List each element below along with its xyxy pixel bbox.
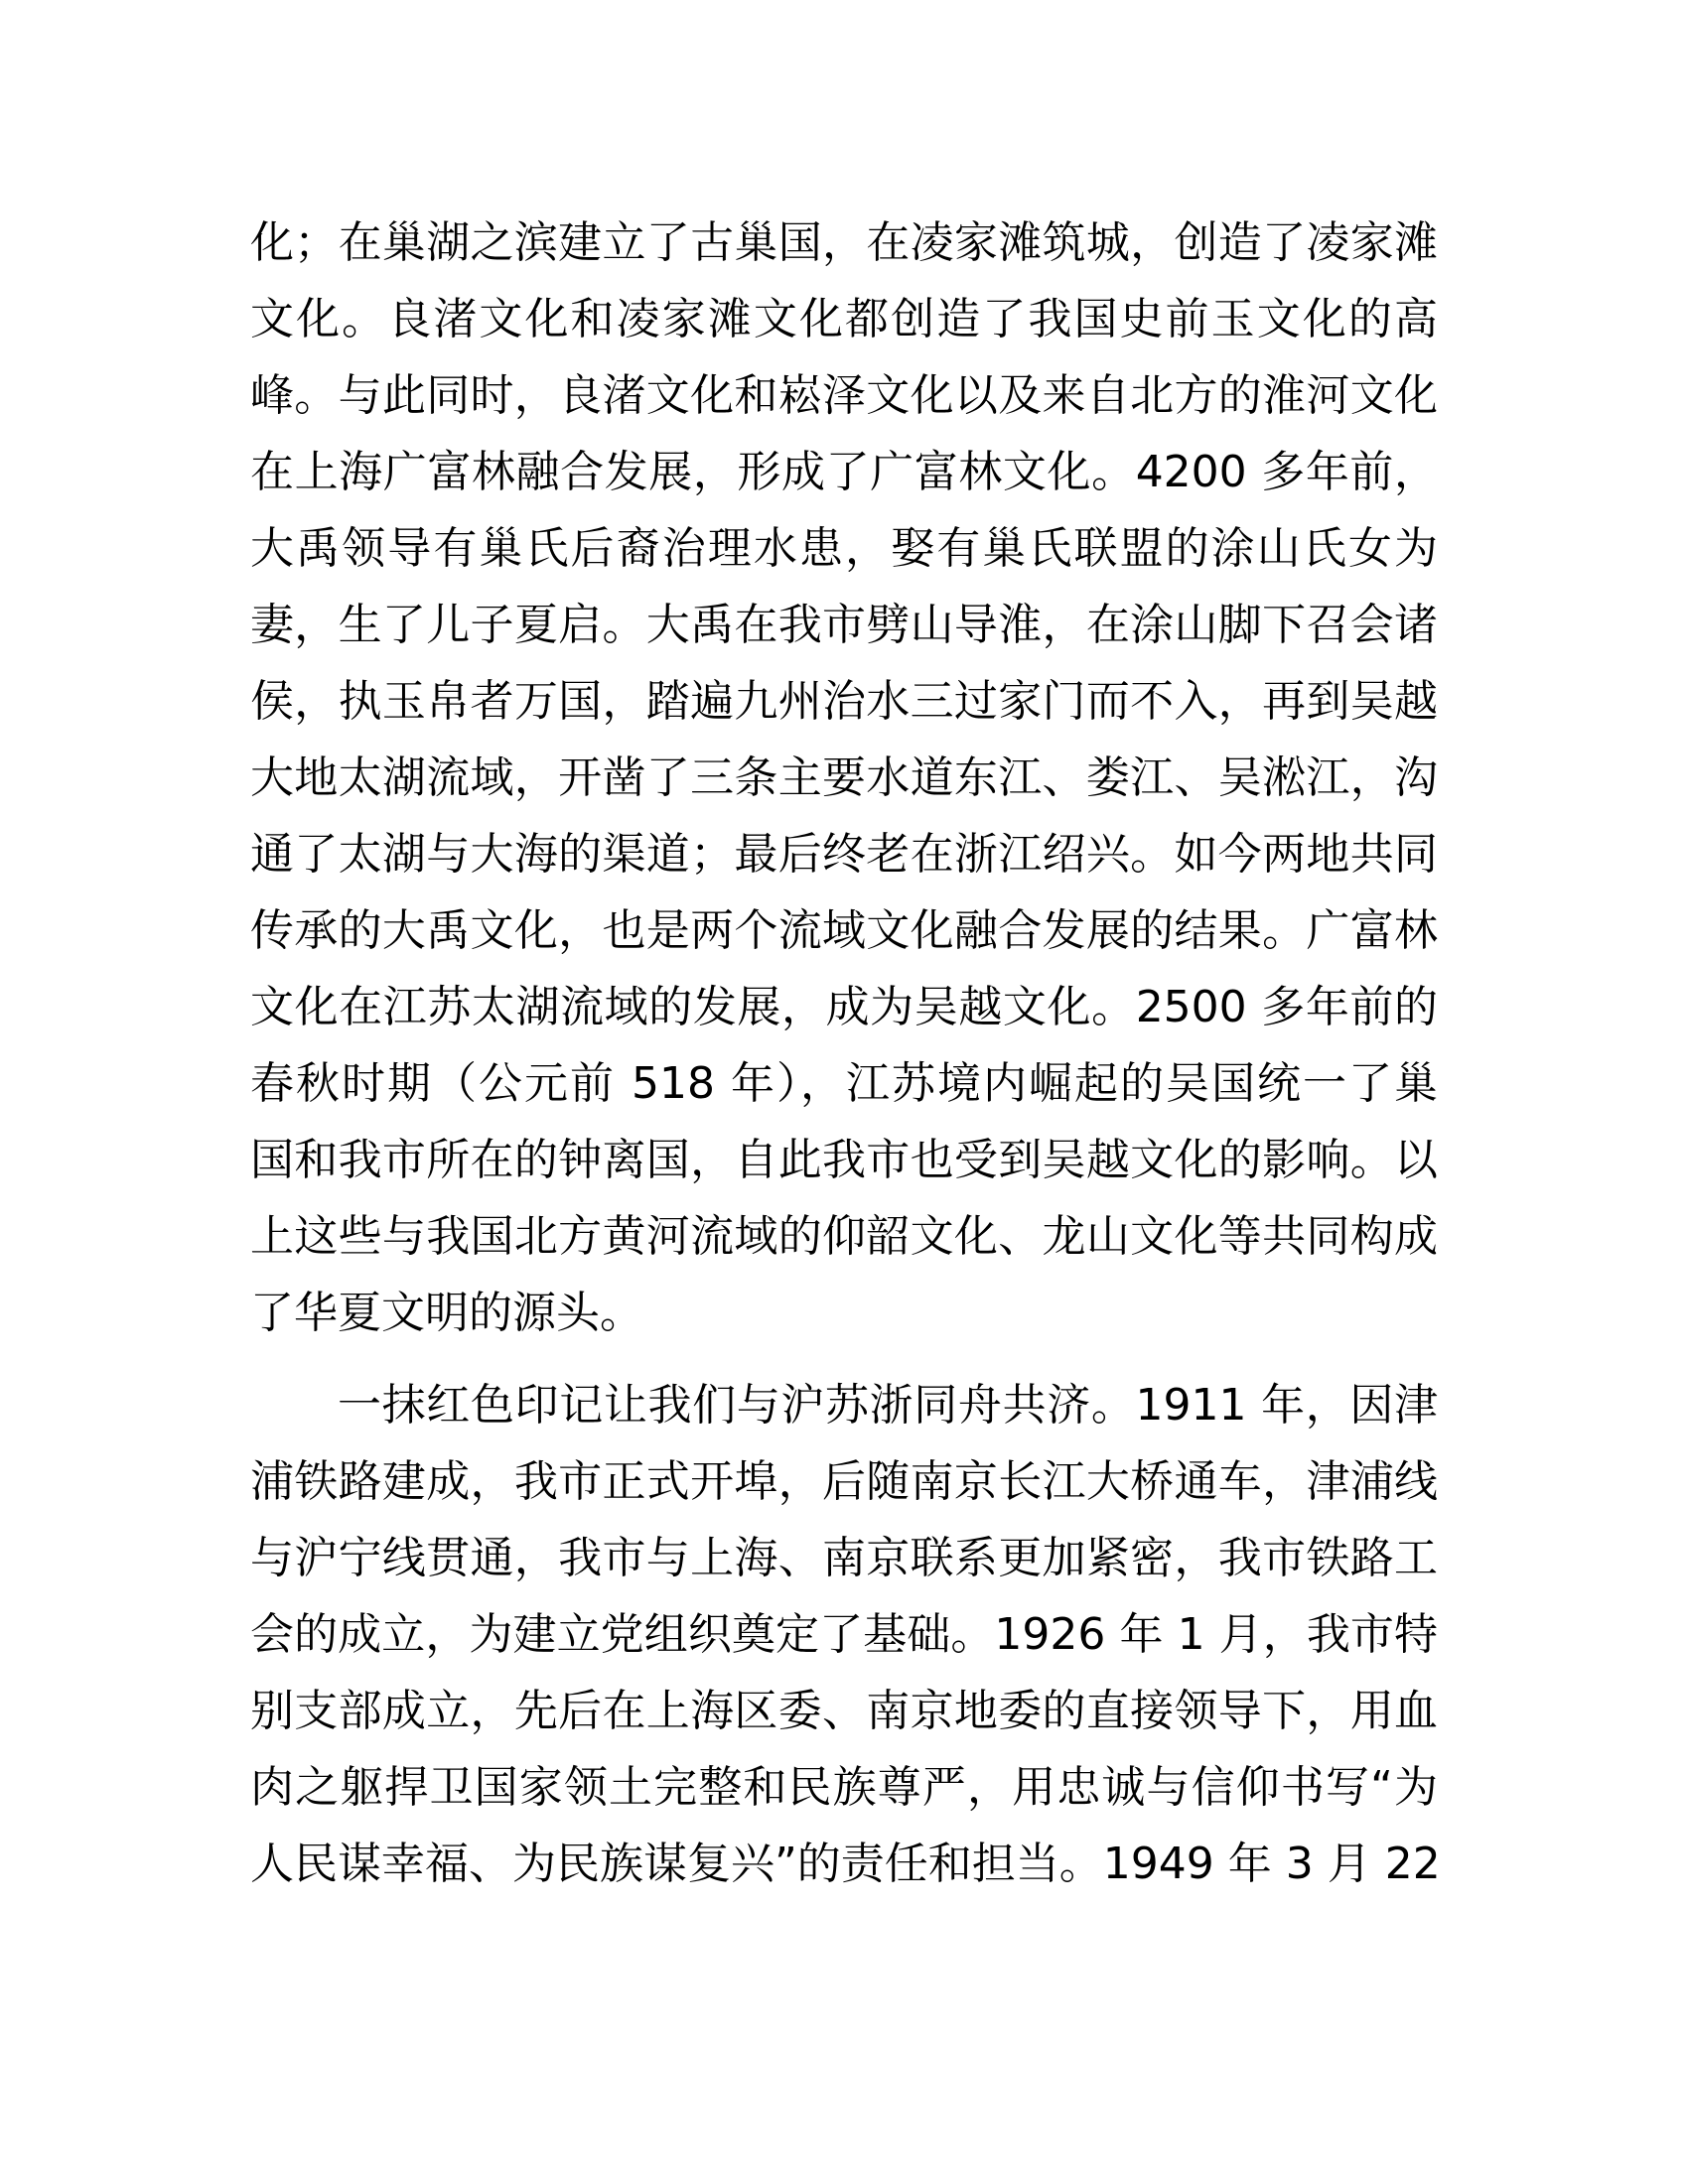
text-line: 大禹领导有巢氏后裔治理水患，娶有巢氏联盟的涂山氏女为 — [250, 523, 1438, 574]
text-line: 大地太湖流域，开凿了三条主要水道东江、娄江、吴淞江，沟 — [250, 752, 1438, 803]
text-line: 人民谋幸福、为民族谋复兴”的责任和担当。1949 年 3 月 22 — [250, 1839, 1441, 1889]
text-line: 妻，生了儿子夏启。大禹在我市劈山导淮，在涂山脚下召会诸 — [250, 600, 1438, 650]
text-line: 浦铁路建成，我市正式开埠，后随南京长江大桥通车，津浦线 — [250, 1456, 1438, 1507]
text-line: 会的成立，为建立党组织奠定了基础。1926 年 1 月，我市特 — [250, 1609, 1438, 1660]
text-line: 侯，执玉帛者万国，踏遍九州治水三过家门而不入，再到吴越 — [250, 676, 1438, 727]
text-line: 上这些与我国北方黄河流域的仰韶文化、龙山文化等共同构成 — [250, 1211, 1438, 1262]
document-page — [250, 205, 1441, 1902]
text-line: 化；在巢湖之滨建立了古巢国，在凌家滩筑城，创造了凌家滩 — [250, 217, 1438, 268]
text-line: 国和我市所在的钟离国，自此我市也受到吴越文化的影响。以 — [250, 1135, 1438, 1185]
text-line: 文化。良渚文化和凌家滩文化都创造了我国史前玉文化的高 — [250, 294, 1438, 344]
text-line: 与沪宁线贯通，我市与上海、南京联系更加紧密，我市铁路工 — [250, 1533, 1438, 1583]
text-line: 传承的大禹文化，也是两个流域文化融合发展的结果。广富林 — [250, 905, 1438, 956]
text-line: 别支部成立，先后在上海区委、南京地委的直接领导下，用血 — [250, 1686, 1438, 1736]
text-line: 峰。与此同时，良渚文化和崧泽文化以及来自北方的淮河文化 — [250, 370, 1438, 421]
paragraph-red-heritage — [250, 1367, 1441, 1902]
text-line: 文化在江苏太湖流域的发展，成为吴越文化。2500 多年前的 — [250, 982, 1438, 1032]
text-line: 在上海广富林融合发展，形成了广富林文化。4200 多年前， — [250, 447, 1438, 497]
paragraph-yangtze-delta-civilization — [250, 205, 1438, 1351]
text-line: 肉之躯捍卫国家领土完整和民族尊严，用忠诚与信仰书写“为 — [250, 1762, 1438, 1813]
text-line-paragraph-end: 了华夏文明的源头。 — [250, 1288, 643, 1338]
text-line: 春秋时期（公元前 518 年），江苏境内崛起的吴国统一了巢 — [250, 1058, 1438, 1109]
text-line: 通了太湖与大海的渠道；最后终老在浙江绍兴。如今两地共同 — [250, 829, 1438, 880]
text-line-paragraph-start: 一抹红色印记让我们与沪苏浙同舟共济。1911 年，因津 — [338, 1380, 1438, 1431]
